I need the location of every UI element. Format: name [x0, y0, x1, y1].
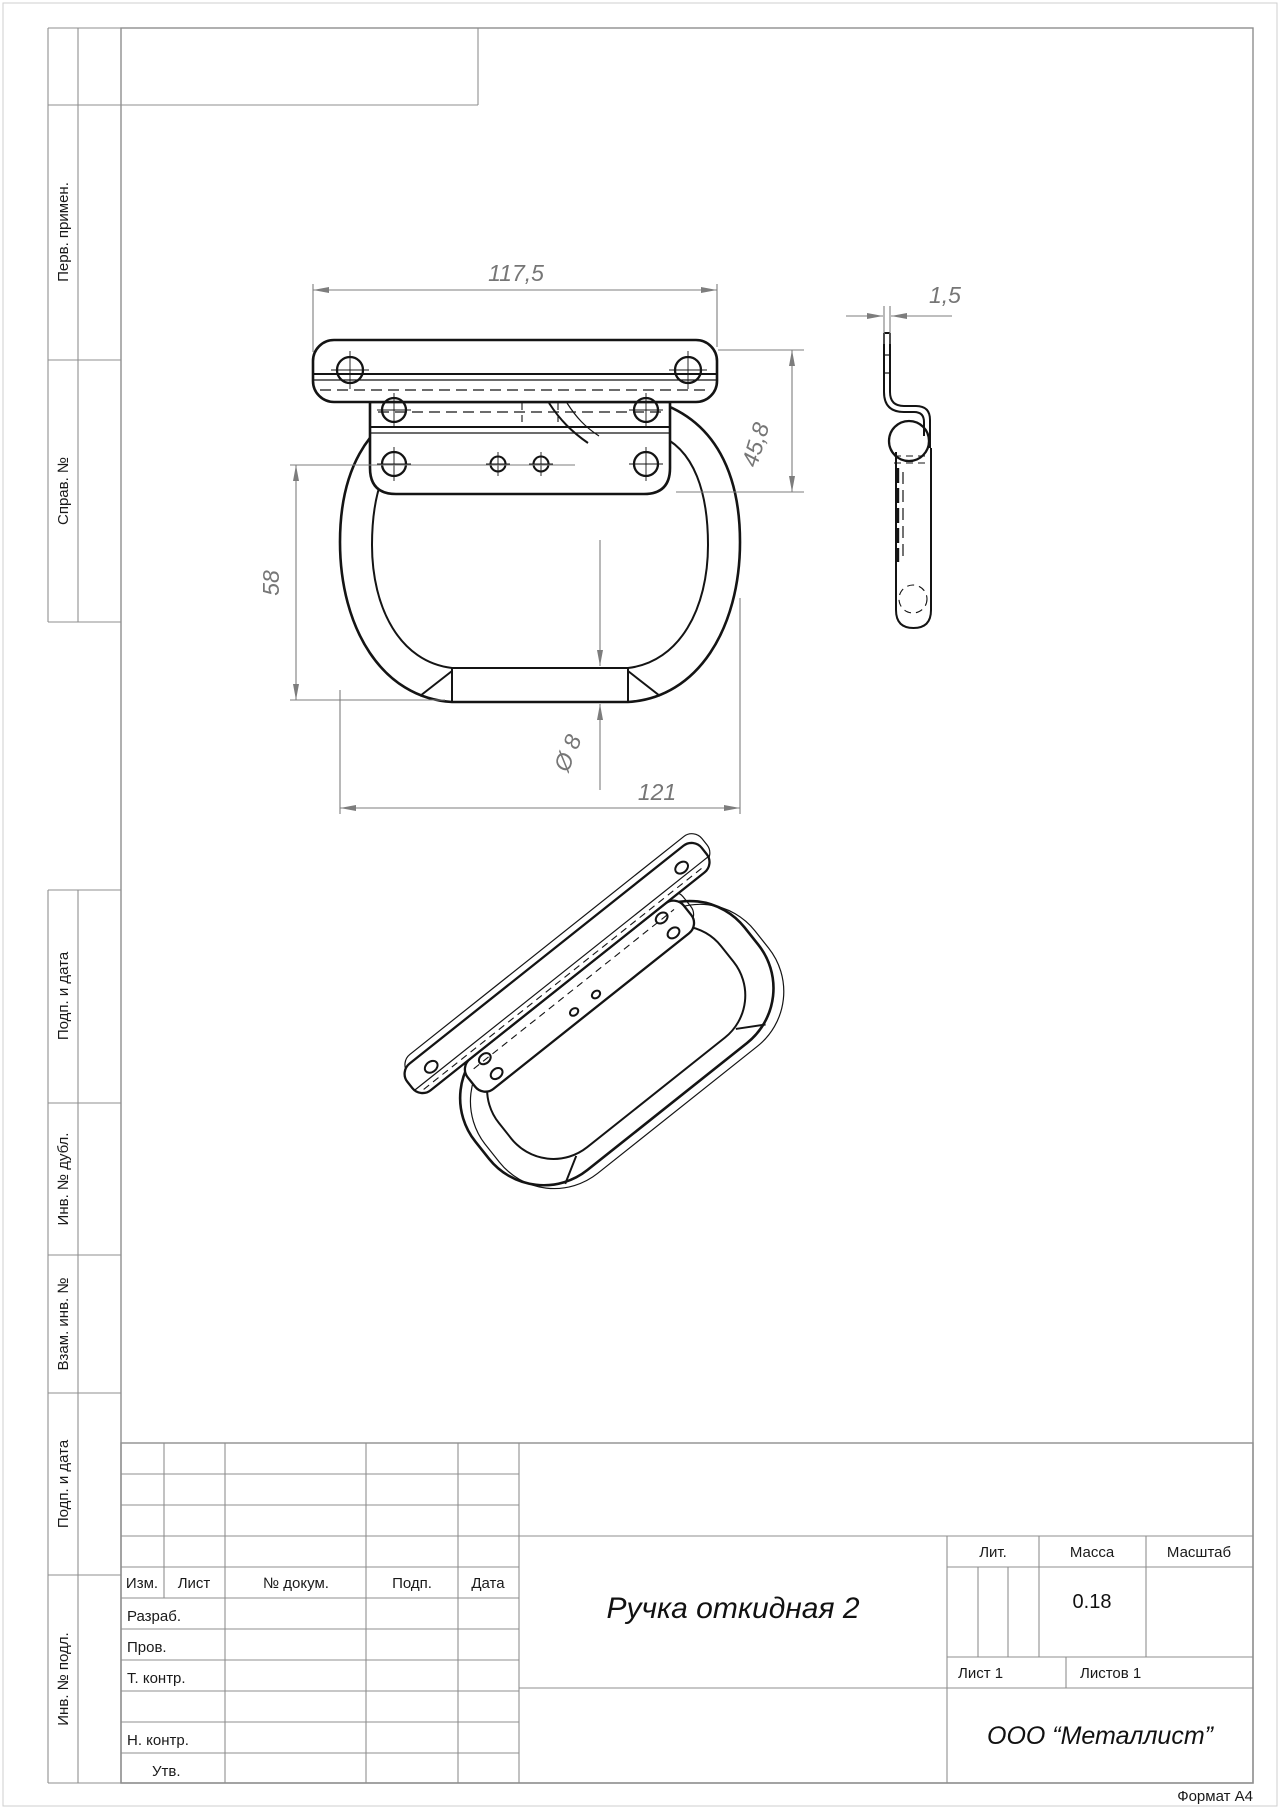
top-reference-box [121, 28, 478, 105]
mass-label: Масса [1069, 1544, 1115, 1561]
format-label: Формат А4 [1177, 1788, 1253, 1805]
title-block [121, 1443, 1253, 1783]
sheets-total: Листов 1 [1080, 1665, 1142, 1682]
dim-handle-height [258, 465, 575, 700]
sidebar-label-vzam-inv: Взам. инв. № [55, 1277, 72, 1371]
side-view [884, 333, 932, 628]
dim-thickness-text: 1,5 [929, 282, 961, 308]
staff-rows [127, 1608, 189, 1780]
company-name: ООО “Металлист” [987, 1722, 1213, 1750]
sidebar-label-perv-primen: Перв. примен. [55, 182, 72, 282]
header-list: Лист [177, 1575, 211, 1592]
header-no-dokum: № докум. [263, 1575, 329, 1592]
header-izm: Изм. [125, 1575, 159, 1592]
dim-bar-diameter-text: Ø 8 [548, 730, 587, 776]
sidebar-label-inv-dubl: Инв. № дубл. [55, 1132, 72, 1226]
dim-overall-width [340, 598, 740, 814]
staff-prov: Пров. [127, 1639, 167, 1656]
dim-bracket-height-text: 45,8 [736, 419, 775, 470]
dim-plate-width-text: 117,5 [488, 260, 544, 286]
sidebar-label-inv-podl: Инв. № подл. [55, 1632, 72, 1726]
sidebar-label-podp-data-1: Подп. и дата [55, 951, 72, 1041]
sidebar-label-podp-data-2: Подп. и дата [55, 1439, 72, 1529]
sheet-number: Лист 1 [958, 1665, 1004, 1682]
dim-overall-width-text: 121 [637, 779, 677, 805]
sidebar [48, 28, 121, 1783]
staff-utv: Утв. [152, 1763, 181, 1780]
sidebar-label-sprav-no: Справ. № [55, 456, 72, 526]
change-header-row [126, 1575, 505, 1592]
header-data: Дата [471, 1575, 505, 1592]
staff-t-kontr: Т. контр. [127, 1670, 186, 1687]
dim-plate-width [313, 260, 717, 352]
document-title: Ручка откидная 2 [606, 1592, 860, 1625]
lit-label: Лит. [979, 1544, 1007, 1561]
isometric-view [395, 828, 825, 1230]
mass-value: 0.18 [1072, 1591, 1112, 1613]
dim-thickness [846, 282, 961, 344]
header-podp: Подп. [392, 1575, 432, 1592]
staff-razrab: Разраб. [127, 1608, 182, 1625]
scale-label: Масштаб [1166, 1544, 1232, 1561]
dim-handle-height-text: 58 [258, 570, 284, 596]
dim-bar-diameter [548, 540, 600, 790]
staff-n-kontr: Н. контр. [127, 1732, 189, 1749]
bracket-plate [370, 402, 670, 494]
front-view [313, 340, 740, 702]
mounting-plate [313, 340, 717, 402]
